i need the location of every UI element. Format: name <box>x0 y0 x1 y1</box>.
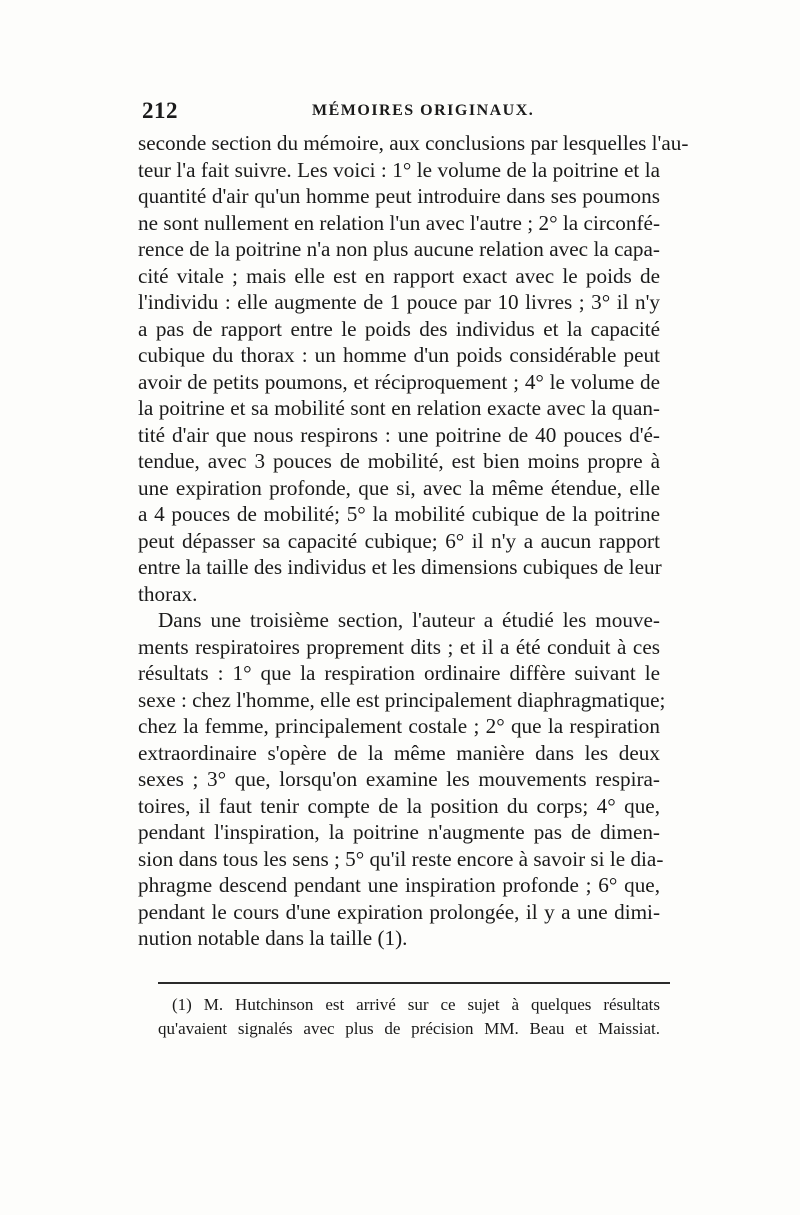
text-line: a pas de rapport entre le poids des individus et la capacité <box>138 316 660 341</box>
text-line: toires, il faut tenir compte de la position du corps; 4° que, <box>138 793 660 818</box>
text-line: seconde section du mémoire, aux conclusions par lesquelles l'au- <box>138 131 689 155</box>
text-line: cubique du thorax : un homme d'un poids considérable peut <box>138 343 660 367</box>
text-line: sexes ; 3° que, lorsqu'on examine les mouvements respira- <box>138 767 660 791</box>
page-header <box>142 98 660 128</box>
text-line: entre la taille des individus et les dimensions cubiques de leur <box>138 555 662 579</box>
footnote-line: qu'avaient signalés avec plus de précision MM. Beau et Maissiat. <box>158 1019 660 1038</box>
page-number: 212 <box>142 98 178 123</box>
text-line: rence de la poitrine n'a non plus aucune relation avec la capa- <box>138 237 660 261</box>
text-line: pendant l'inspiration, la poitrine n'augmente pas de dimen- <box>138 820 660 844</box>
footnote-line: (1) M. Hutchinson est arrivé sur ce sujet à quelques résultats <box>172 995 660 1014</box>
text-line: avoir de petits poumons, et réciproquement ; 4° le volume de <box>138 369 660 394</box>
footnote <box>158 993 660 1041</box>
text-line: tendue, avec 3 pouces de mobilité, est bien moins propre à <box>138 449 660 473</box>
text-line: tité d'air que nous respirons : une poitrine de 40 pouces d'é- <box>138 422 660 447</box>
text-line: sexe : chez l'homme, elle est principalement diaphragmatique; <box>138 687 666 712</box>
text-line: a 4 pouces de mobilité; 5° la mobilité cubique de la poitrine <box>138 502 660 526</box>
text-line: ne sont nullement en relation l'un avec l'autre ; 2° la circonfé- <box>138 210 660 235</box>
text-line: la poitrine et sa mobilité sont en relation exacte avec la quan- <box>138 396 660 420</box>
text-line: cité vitale ; mais elle est en rapport exact avec le poids de <box>138 263 660 288</box>
text-line: l'individu : elle augmente de 1 pouce par 10 livres ; 3° il n'y <box>138 290 660 314</box>
running-head: MÉMOIRES ORIGINAUX. <box>312 102 535 119</box>
text-line: phragme descend pendant une inspiration profonde ; 6° que, <box>138 873 660 897</box>
text-line: résultats : 1° que la respiration ordinaire diffère suivant le <box>138 661 660 685</box>
paragraph-end-line: nution notable dans la taille (1). <box>138 926 408 950</box>
text-line: chez la femme, principalement costale ; 2° que la respiration <box>138 714 660 738</box>
text-line: quantité d'air qu'un homme peut introduire dans ses poumons <box>138 184 660 208</box>
text-line: ments respiratoires proprement dits ; et il a été conduit à ces <box>138 634 660 659</box>
paragraph-start-line: Dans une troisième section, l'auteur a étudié les mouve- <box>158 608 660 632</box>
text-line: extraordinaire s'opère de la même manière dans les deux <box>138 740 660 765</box>
text-line: peut dépasser sa capacité cubique; 6° il n'y a aucun rapport <box>138 528 660 553</box>
text-line: teur l'a fait suivre. Les voici : 1° le volume de la poitrine et la <box>138 157 660 182</box>
footnote-separator <box>158 982 670 984</box>
text-line: pendant le cours d'une expiration prolongée, il y a une dimi- <box>138 899 660 924</box>
text-line: une expiration profonde, que si, avec la même étendue, elle <box>138 475 660 500</box>
paragraph-end-line: thorax. <box>138 581 198 606</box>
text-line: sion dans tous les sens ; 5° qu'il reste encore à savoir si le dia- <box>138 846 664 871</box>
main-text <box>138 130 689 952</box>
